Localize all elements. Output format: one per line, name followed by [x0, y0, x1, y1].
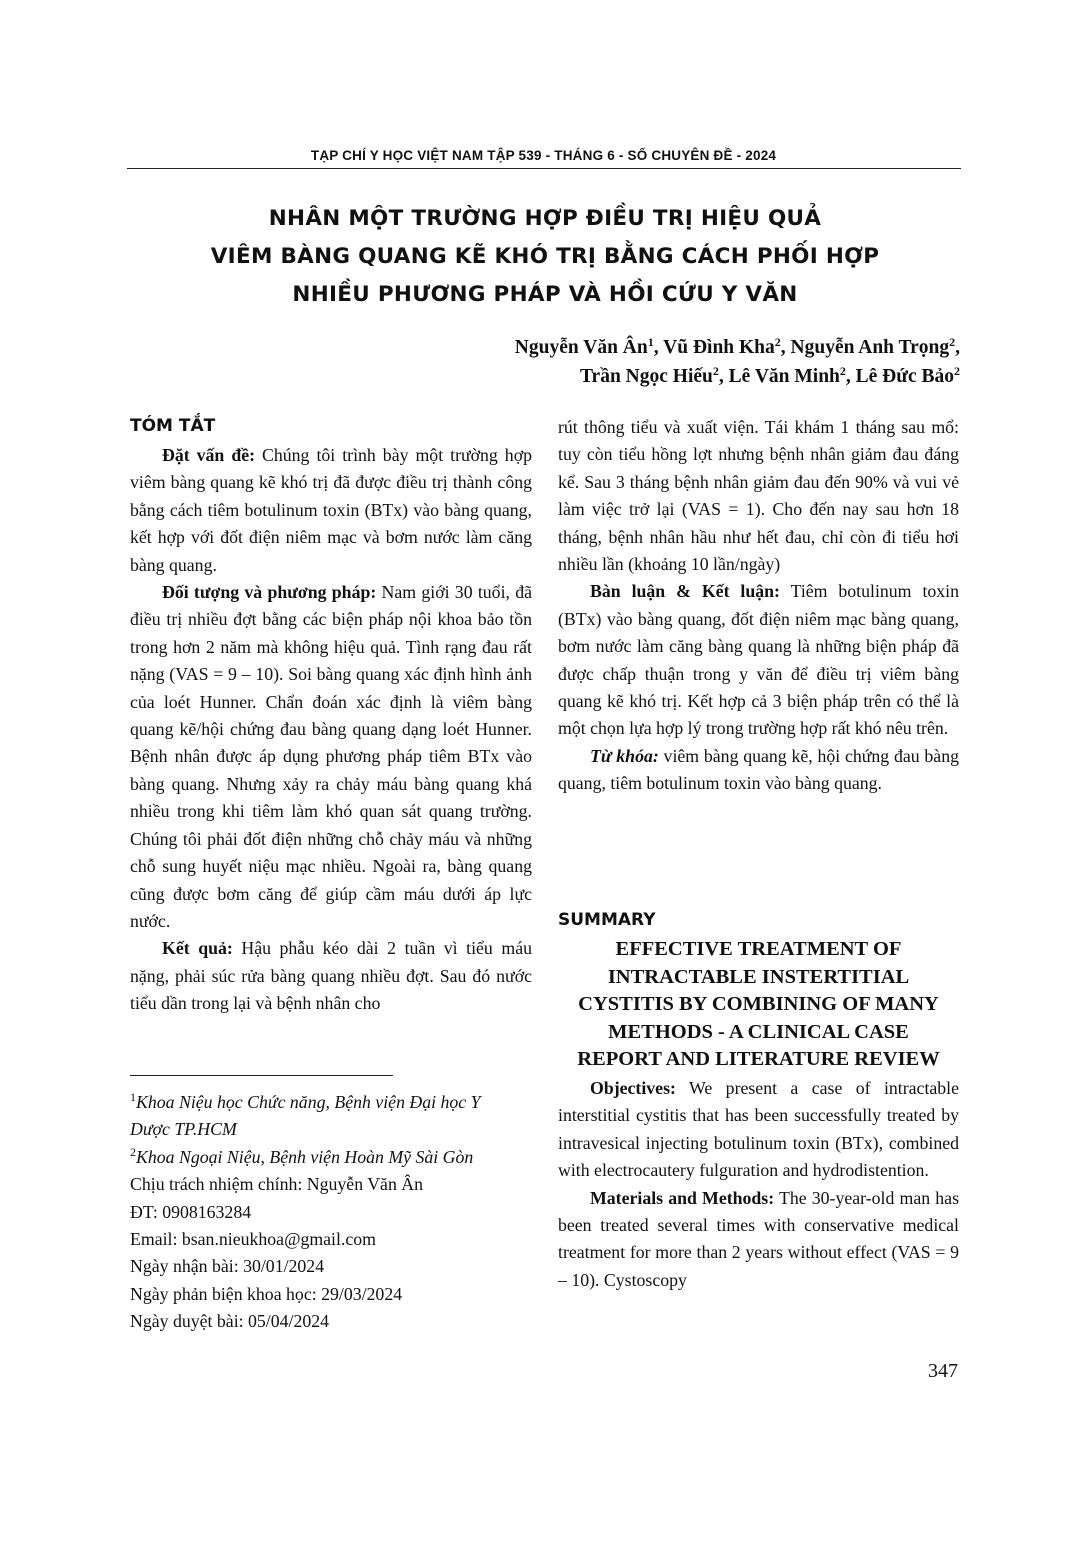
english-title-line: EFFECTIVE TREATMENT OF — [615, 938, 902, 960]
affiliation-mark: 2 — [130, 1144, 136, 1159]
abstract-paragraph — [130, 579, 532, 935]
english-title-line: INTRACTABLE INSTERTITIAL — [607, 965, 910, 988]
author-separator: , — [718, 366, 729, 387]
keywords-label: Từ khóa: — [590, 745, 659, 766]
article-title — [160, 200, 930, 314]
paragraph-label: Materials and Methods: — [590, 1187, 775, 1208]
paragraph-text: Hậu phẫu kéo dài 2 tuần vì tiểu máu nặng, phải súc rửa bàng quang nhiều đợt. Sau đó nước tiểu dần trong lại và bệnh nhân cho — [130, 938, 532, 1014]
footnotes — [130, 1089, 532, 1336]
affiliation-1 — [130, 1089, 532, 1116]
abstract-paragraph — [130, 935, 532, 1017]
affiliation-mark: 2 — [712, 364, 719, 378]
author-line — [515, 362, 960, 391]
keywords-text: viêm bàng quang kẽ, hội chứng đau bàng quang, tiêm botulinum toxin vào bàng quang. — [558, 745, 959, 794]
affiliation-mark: 2 — [839, 364, 846, 378]
date-reviewed: Ngày phản biện khoa học: 29/03/2024 — [130, 1283, 403, 1304]
header-rule — [127, 168, 961, 169]
paragraph-continuation: rút thông tiểu và xuất viện. Tái khám 1 tháng sau mổ: tuy còn tiểu hồng lợt nhưng bệnh nhân giảm đau đáng kể. Sau 3 tháng bệnh nhân giảm đau đến 90% và vui vẻ làm việc trở lại (VAS = 1). Cho đến nay sau hơn 18 tháng, bệnh nhân hầu như hết đau, chỉ còn đi tiểu hơi nhiều lần (khoảng 10 lần/ngày) — [558, 417, 959, 575]
title-line: NHIỀU PHƯƠNG PHÁP VÀ HỒI CỨU Y VĂN — [292, 282, 798, 307]
abstract-left-column — [130, 442, 532, 1018]
date-approved: Ngày duyệt bài: 05/04/2024 — [130, 1311, 330, 1332]
author-separator: , — [955, 337, 960, 358]
journal-header: TẠP CHÍ Y HỌC VIỆT NAM TẬP 539 - THÁNG 6 - SỐ CHUYÊN ĐỀ - 2024 — [310, 148, 777, 163]
footnote-rule — [130, 1075, 393, 1076]
paragraph-label: Bàn luận & Kết luận: — [590, 581, 780, 602]
abstract-heading: TÓM TẮT — [130, 416, 216, 436]
paragraph-label: Objectives: — [590, 1078, 676, 1098]
author-name: Lê Đức Bảo — [855, 366, 954, 387]
summary-paragraph — [558, 1075, 959, 1185]
affiliation-2 — [130, 1144, 532, 1171]
summary-column — [558, 1075, 959, 1294]
author-list — [515, 333, 960, 391]
responsible-author: Chịu trách nhiệm chính: Nguyễn Văn Ân — [130, 1174, 424, 1195]
author-separator: , — [845, 366, 856, 387]
paragraph-text: Tiêm botulinum toxin (BTx) vào bàng quang, đốt điện niêm mạc bàng quang, bơm nước làm căng bàng quang là những biện pháp đã được chấp thuận trong y văn để điều trị viêm bàng quang kẽ khó trị. Kết hợp cả 3 biện pháp trên có thể là một chọn lựa hợp lý trong trường hợp rất khó nêu trên. — [558, 581, 959, 739]
email: Email: bsan.nieukhoa@gmail.com — [130, 1229, 376, 1250]
english-title-line: CYSTITIS BY COMBINING OF MANY — [578, 993, 939, 1016]
paragraph-label: Đối tượng và phương pháp: — [162, 582, 377, 603]
paragraph-text: We present a case of intractable interstitial cystitis that has been successfully treated by intravesical injecting botulinum toxin (BTx), combined with electrocautery fulguration and hydrodistention. — [558, 1078, 959, 1181]
english-title-line: METHODS - A CLINICAL CASE — [608, 1020, 909, 1043]
title-line: NHÂN MỘT TRƯỜNG HỢP ĐIỀU TRỊ HIỆU QUẢ — [268, 206, 822, 231]
paragraph-label: Đặt vấn đề: — [162, 445, 256, 465]
english-title-line: REPORT AND LITERATURE REVIEW — [577, 1048, 940, 1071]
author-name: Lê Văn Minh — [728, 366, 840, 387]
paragraph-text: Nam giới 30 tuổi, đã điều trị nhiều đợt bằng các biện pháp nội khoa bảo tồn trong hơn 2 năm mà không hiệu quả. Tình rạng đau rất nặng (VAS = 9 – 10). Soi bàng quang xác định hình ảnh của loét Hunner. Chẩn đoán xác định là viêm bàng quang kẽ/hội chứng đau bàng quang dạng loét Hunner. Bệnh nhân được áp dụng phương pháp tiêm BTx vào bàng quang. Nhưng xảy ra chảy máu bàng quang khá nhiều trong khi tiêm làm khó quan sát quang trường. Chúng tôi phải đốt điện những chỗ chảy máu và những chỗ sung huyết niệu mạc nhiều. Ngoài ra, bàng quang cũng được bơm căng để giúp cầm máu dưới áp lực nước. — [130, 582, 532, 931]
abstract-paragraph — [558, 578, 959, 742]
abstract-right-column — [558, 414, 959, 798]
abstract-paragraph — [130, 442, 532, 579]
author-name: Vũ Đình Kha — [663, 337, 775, 358]
title-line: VIÊM BÀNG QUANG KẼ KHÓ TRỊ BẰNG CÁCH PHỐI HỢP — [210, 244, 880, 269]
paragraph-label: Kết quả: — [162, 938, 233, 959]
affiliation-text: Khoa Niệu học Chức năng, Bệnh viện Đại học Y — [136, 1092, 481, 1112]
author-separator: , — [780, 337, 791, 358]
affiliation-mark: 2 — [949, 335, 956, 349]
affiliation-1-cont — [130, 1116, 532, 1143]
phone: ĐT: 0908163284 — [130, 1201, 252, 1222]
author-name: Nguyễn Văn Ân — [514, 337, 648, 358]
english-title — [558, 936, 959, 1074]
affiliation-mark: 2 — [774, 335, 781, 349]
affiliation-mark: 1 — [130, 1090, 136, 1104]
affiliation-mark: 1 — [647, 335, 654, 349]
keywords — [558, 743, 959, 798]
paragraph-text: Chúng tôi trình bày một trường hợp viêm bàng quang kẽ khó trị đã được điều trị thành công bằng cách tiêm botulinum toxin (BTx) vào bàng quang, kết hợp với đốt điện niêm mạc và bơm nước làm căng bàng quang. — [130, 445, 532, 575]
affiliation-text: Dược TP.HCM — [130, 1119, 237, 1140]
affiliation-mark: 2 — [954, 364, 960, 378]
author-line — [515, 333, 960, 362]
date-received: Ngày nhận bài: 30/01/2024 — [130, 1256, 325, 1277]
author-name: Nguyễn Anh Trọng — [790, 337, 950, 358]
summary-heading: SUMMARY — [558, 910, 656, 930]
author-separator: , — [653, 337, 664, 358]
paragraph-text: The 30-year-old man has been treated several times with conservative medical treatment for more than 2 years without effect (VAS = 9 – 10). Cystoscopy — [558, 1187, 959, 1290]
summary-paragraph — [558, 1185, 959, 1295]
page-number: 347 — [928, 1360, 958, 1382]
author-name: Trần Ngọc Hiếu — [580, 366, 713, 387]
affiliation-text: Khoa Ngoại Niệu, Bệnh viện Hoàn Mỹ Sài Gòn — [136, 1146, 474, 1167]
